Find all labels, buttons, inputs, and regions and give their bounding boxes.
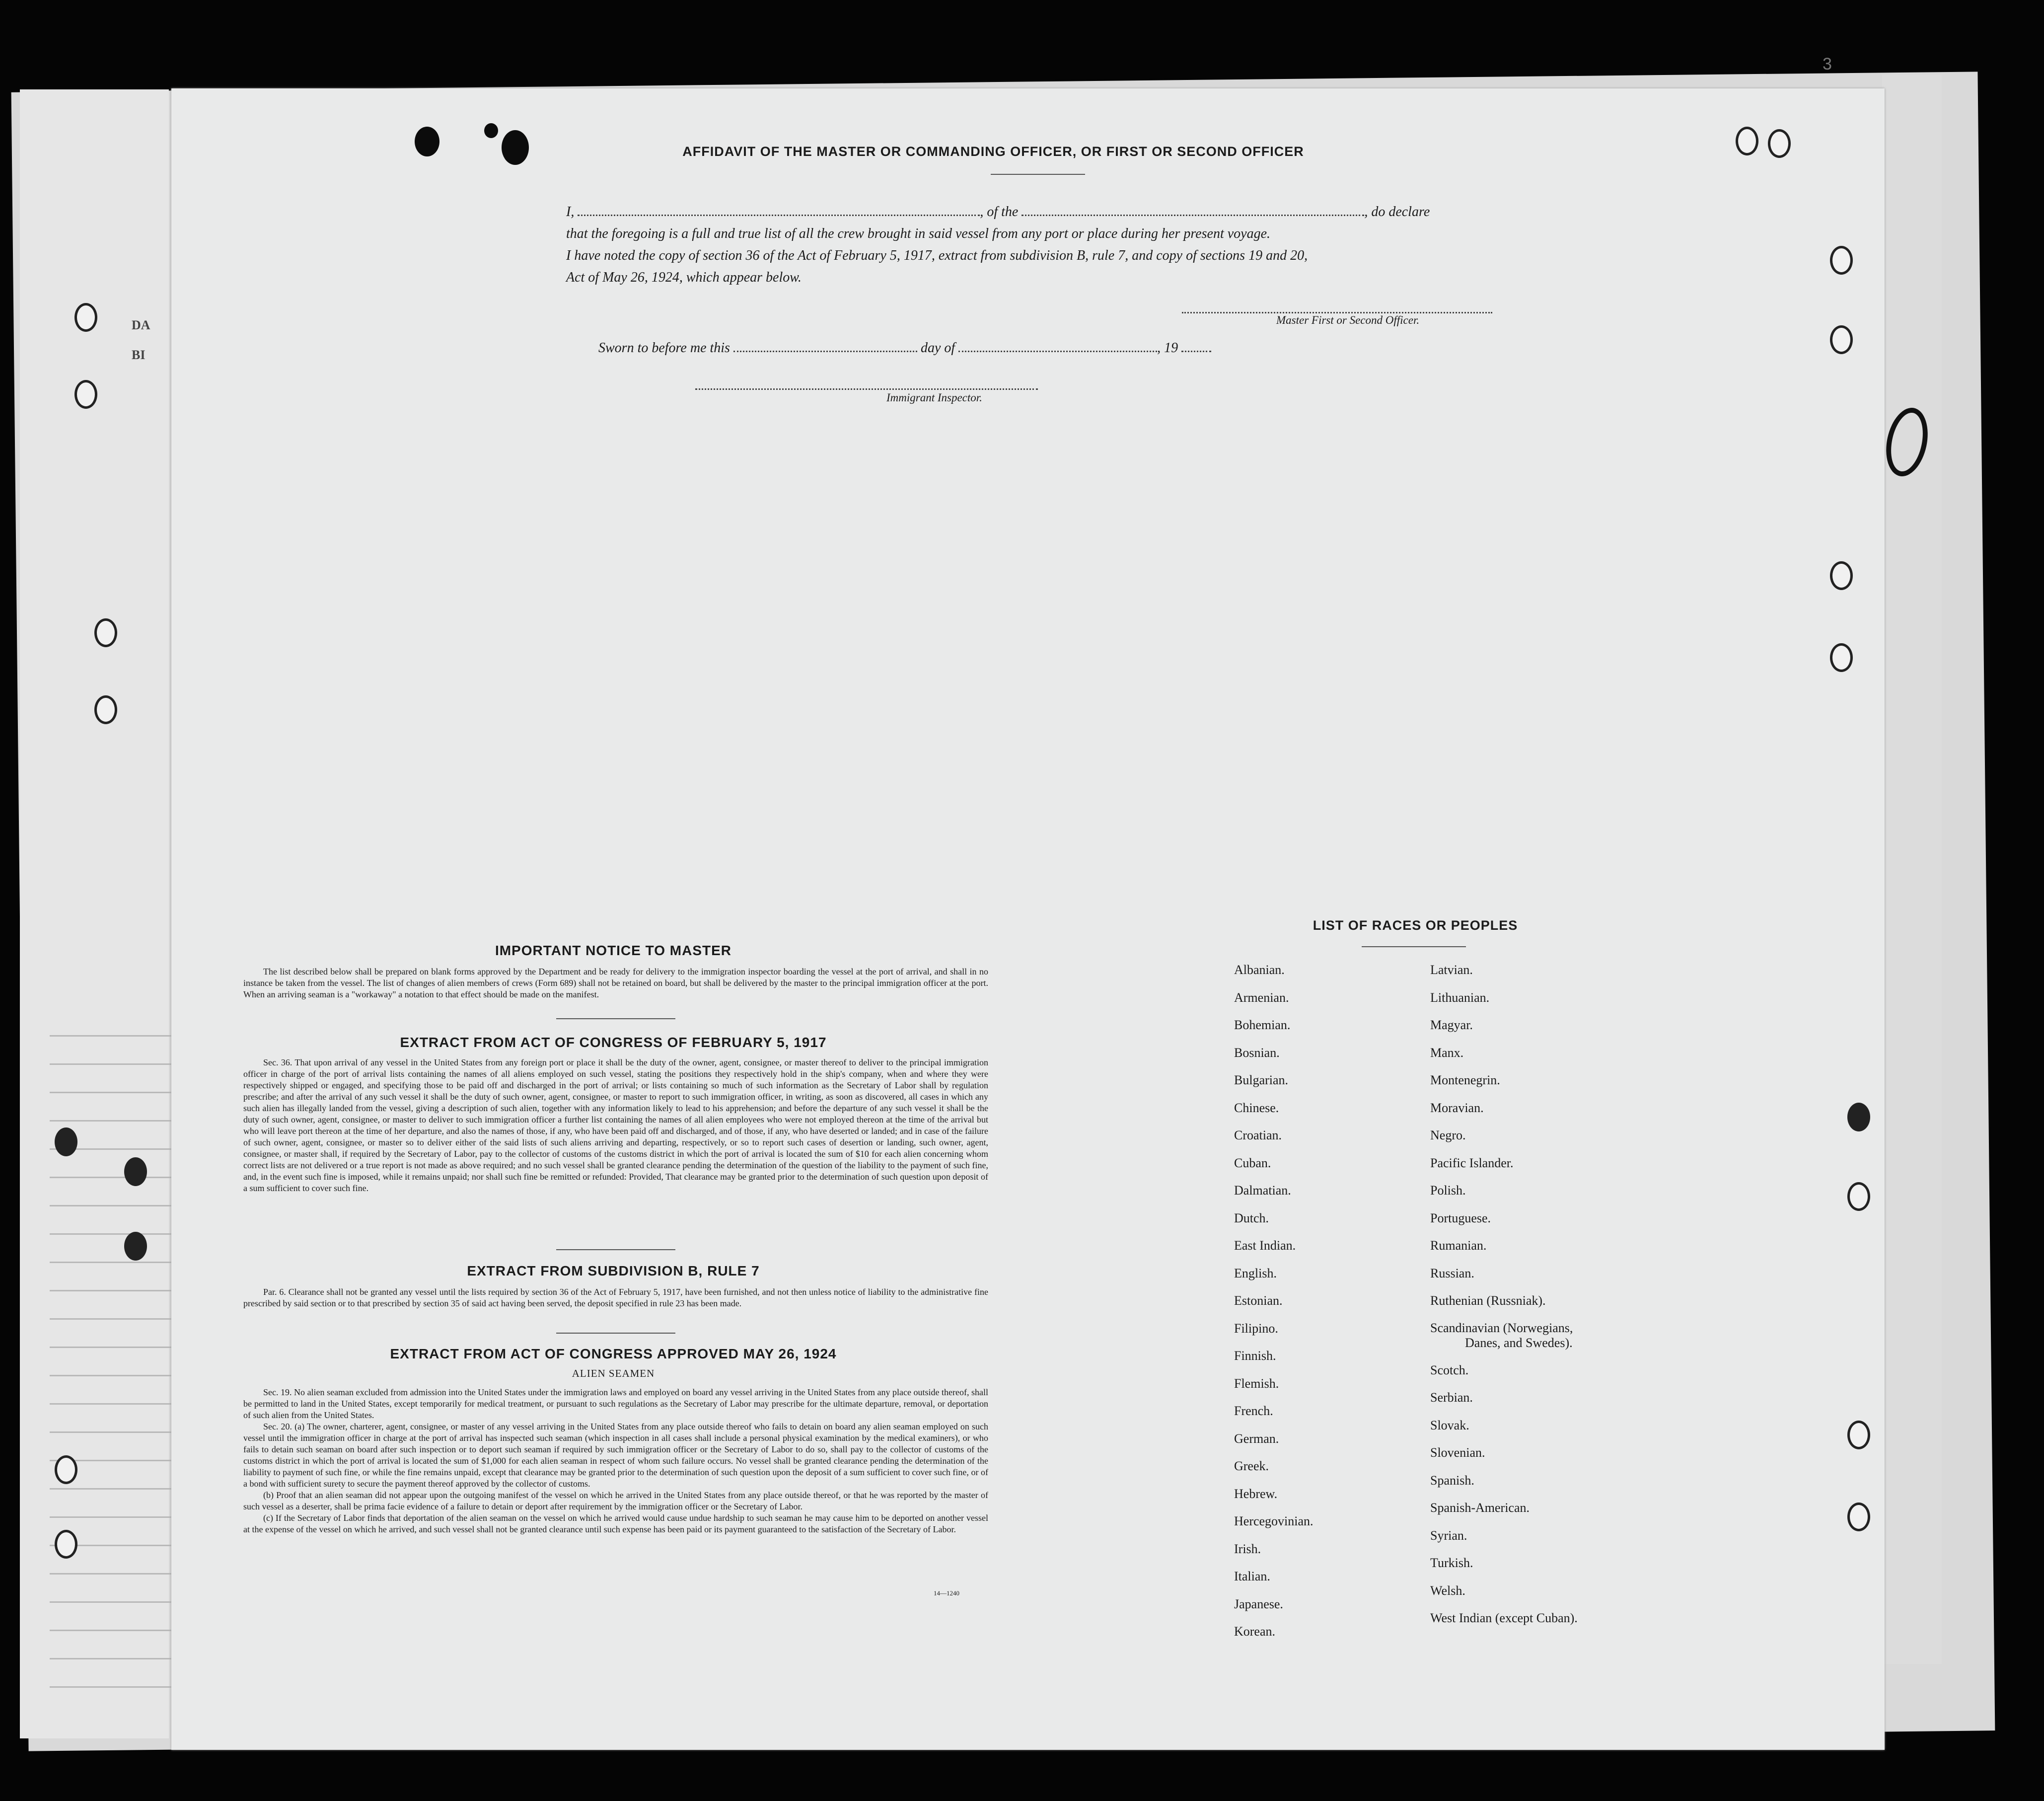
- signature-label: Master First or Second Officer.: [1276, 314, 1420, 326]
- divider: [556, 1249, 675, 1250]
- race-item: Spanish-American.: [1430, 1501, 1530, 1515]
- affidavit-line-4: Act of May 26, 1924, which appear below.: [566, 270, 802, 285]
- races-column-1: [1234, 956, 1314, 1646]
- race-item: Bosnian.: [1234, 1045, 1280, 1060]
- race-item: Turkish.: [1430, 1556, 1473, 1570]
- sec-20c-text: (c) If the Secretary of Labor finds that deportation of the alien seaman on the vessel on which he arrived would cause undue hardship to such seaman he may cause him to be deported on another vessel at the expense of the vessel on which he arrived, and such vessel shall not be granted clearance until such expense has been paid or its payment guaranteed to the satisfaction of the Secretary of Labor.: [243, 1513, 988, 1534]
- strip-text-2: BI: [132, 348, 146, 362]
- race-item: Serbian.: [1430, 1390, 1473, 1405]
- race-item: Slovenian.: [1430, 1445, 1485, 1460]
- page-number: 3: [1823, 55, 1832, 74]
- extract-rule7-text: Par. 6. Clearance shall not be granted any vessel until the lists required by section 36 of the Act of February 5, 1917, have been furnished, and not then unless notice of liability to the administrative fine prescribed by said section or to that prescribed by section 35 of said act having been served, the deposit specified in rule 23 has been made.: [243, 1287, 988, 1308]
- race-item: Moravian.: [1430, 1100, 1484, 1115]
- notice-text: The list described below shall be prepared on blank forms approved by the Department and be ready for delivery to the immigration inspector boarding the vessel at the port of arrival, and shall in no instance be taken from the vessel. The list of changes of alien members of crews (Form 689) shall not be retained on board, but shall be delivered by the master to the principal immigration officer at the port. When an arriving seaman is a "workaway" a notation to that effect should be made on the manifest.: [243, 967, 988, 999]
- sworn-label: Sworn to before me this: [598, 340, 730, 356]
- race-item: Magyar.: [1430, 1018, 1473, 1032]
- extract-1924-block: [243, 1387, 988, 1535]
- race-item: Manx.: [1430, 1045, 1464, 1060]
- affidavit-title: AFFIDAVIT OF THE MASTER OR COMMANDING OFFICER, OR FIRST OR SECOND OFFICER: [682, 144, 1304, 159]
- punch-hole: [1768, 129, 1791, 158]
- notice-title: IMPORTANT NOTICE TO MASTER: [495, 943, 732, 958]
- affidavit-declare-label: , do declare: [1364, 204, 1430, 220]
- punch-hole: [1830, 561, 1853, 590]
- sec-19-text: Sec. 19. No alien seaman excluded from admission into the United States under the immigration laws and employed on board any vessel arriving in the United States from any place outside thereof, shall be permitted to land in the United States, except temporarily for medical treatment, or pursuant to such regulations as the Secretary of Labor may prescribe for the ultimate departure, removal, or deportation of such alien from the United States.: [243, 1387, 988, 1420]
- strip-ruled-lines: [50, 1008, 179, 1704]
- punch-hole: [74, 303, 97, 332]
- race-item: Italian.: [1234, 1569, 1270, 1583]
- extract-1924-title: EXTRACT FROM ACT OF CONGRESS APPROVED MAY 26, 1924: [390, 1346, 837, 1361]
- race-item: Ruthenian (Russniak).: [1430, 1293, 1546, 1308]
- sworn-year-blank[interactable]: [1181, 345, 1211, 352]
- sworn-month-blank[interactable]: [958, 345, 1157, 352]
- divider: [1362, 946, 1466, 947]
- race-item: Lithuanian.: [1430, 990, 1490, 1005]
- race-item: Portuguese.: [1430, 1210, 1491, 1225]
- punch-hole: [55, 1530, 77, 1559]
- race-item: Irish.: [1234, 1541, 1261, 1556]
- race-item: Dalmatian.: [1234, 1183, 1291, 1198]
- divider: [991, 174, 1085, 175]
- race-item: Bulgarian.: [1234, 1073, 1289, 1087]
- strip-text-1: DA: [132, 318, 150, 332]
- ink-blot: [502, 130, 529, 165]
- extract-rule7-title: EXTRACT FROM SUBDIVISION B, RULE 7: [467, 1263, 760, 1278]
- divider: [556, 1018, 675, 1019]
- affidavit-line-2: that the foregoing is a full and true list of all the crew brought in said vessel from any port or place during her present voyage.: [566, 226, 1271, 241]
- day-of-label: day of: [920, 340, 955, 356]
- punch-hole: [1847, 1421, 1870, 1449]
- sworn-day-blank[interactable]: [733, 345, 917, 352]
- affidavit-i-label: I,: [566, 204, 575, 220]
- sec-20a-text: Sec. 20. (a) The owner, charterer, agent, consignee, or master of any vessel arriving in the United States from any place outside thereof who fails to detain on board any alien seaman employed on such vessel until the immigration officer in charge at the port of arrival has inspected such seaman (which inspection in all cases shall include a personal physical examination by the medical examiners), or who fails to detain such seaman on board after such inspection or to deport such seaman if required by such immigration officer or the Secretary of Labor to do so, shall pay to the collector of customs of the customs district in which the port of arrival is located the sum of $1,000 for each alien seaman in respect of whom such failure occurs. No vessel shall be granted clearance pending the determination of the liability to payment of such fine, or while the fine remains unpaid, except that clearance may be granted prior to the determination of such question upon the deposit of a sum sufficient to cover such fine, or of a bond with sufficient surety to secure the payment thereof approved by the collector of customs.: [243, 1422, 988, 1489]
- vessel-blank[interactable]: [1022, 209, 1364, 216]
- extract-1917-title: EXTRACT FROM ACT OF CONGRESS OF FEBRUARY 5, 1917: [400, 1035, 827, 1050]
- punch-hole: [94, 618, 117, 647]
- affidavit-of-the-label: , of the: [980, 204, 1019, 220]
- race-item: Flemish.: [1234, 1376, 1279, 1391]
- race-item: Estonian.: [1234, 1293, 1283, 1308]
- race-item: Bohemian.: [1234, 1018, 1291, 1032]
- races-title: LIST OF RACES OR PEOPLES: [1313, 918, 1518, 933]
- race-item: Japanese.: [1234, 1596, 1283, 1611]
- race-item: Slovak.: [1430, 1418, 1469, 1432]
- race-item: Armenian.: [1234, 990, 1289, 1005]
- punch-hole: [1830, 643, 1853, 672]
- race-item: Negro.: [1430, 1128, 1466, 1142]
- year-label: , 19: [1157, 340, 1178, 356]
- race-item: Albanian.: [1234, 963, 1285, 977]
- sworn-line: [598, 340, 1211, 356]
- race-item: Hercegovinian.: [1234, 1514, 1314, 1528]
- inspector-label: Immigrant Inspector.: [886, 391, 982, 404]
- right-page-edge: [1882, 75, 1942, 1664]
- form-number: 14—1240: [934, 1589, 959, 1597]
- race-item: Finnish.: [1234, 1349, 1276, 1363]
- ink-blot: [415, 127, 439, 156]
- extract-1924-subtitle: ALIEN SEAMEN: [572, 1367, 655, 1379]
- punch-hole: [1736, 127, 1758, 155]
- race-item: Russian.: [1430, 1266, 1474, 1280]
- race-item: Cuban.: [1234, 1155, 1271, 1170]
- race-item: Hebrew.: [1234, 1486, 1278, 1501]
- left-binding-strip: [20, 89, 169, 1738]
- inspector-signature-line[interactable]: [695, 388, 1038, 390]
- punch-hole: [1830, 246, 1853, 275]
- race-item: Dutch.: [1234, 1210, 1269, 1225]
- affidavit-body: [566, 201, 1510, 289]
- race-item: Spanish.: [1430, 1473, 1474, 1488]
- affidavit-line-3: I have noted the copy of section 36 of the Act of February 5, 1917, extract from subdivision B, rule 7, and copy of sections 19 and 20,: [566, 248, 1308, 263]
- punch-hole: [94, 695, 117, 724]
- race-item: Scotch.: [1430, 1362, 1469, 1377]
- punch-hole: [1847, 1502, 1870, 1531]
- extract-1917-text: Sec. 36. That upon arrival of any vessel in the United States from any foreign port or place it shall be the duty of the owner, agent, consignee, or master thereof to deliver to the principal immigration officer in charge of the port of arrival lists containing the names of all aliens employed on such vessel, stating the positions they respectively hold in the ship's company, when and where they were respectively shipped or engaged, and specifying those to be paid off and discharged in the port of arrival; or lists containing so much of such information as the Secretary of Labor shall by regulation prescribe; and after the arrival of any such vessel it shall be the duty of such owner, agent, consignee, or master to report to such immigration officer, in writing, as soon as discovered, all cases in which any such alien has illegally landed from the vessel, giving a description of such alien, together with any information likely to lead to his apprehension; and before the departure of any such vessel it shall be the duty of such owner, agent, consignee, or master to deliver to such immigration officer a further list containing the names of all alien employees who were not employed thereon at the time of the arrival but who will leave port thereon at the time of her departure, and also the names of those, if any, who have been paid off and discharged, and of those, if any, who have deserted or landed; and in case of the failure of such owner, agent, consignee, or master so to deliver either of the said lists of such aliens arriving and departing, respectively, or so to report such cases of desertion or landing, such owner, agent, consignee, or master shall, if required by the Secretary of Labor, pay to the collector of customs of the customs district in which the port of arrival is located the sum of $10 for each alien concerning whom correct lists are not delivered or a true report is not made as above required; and no such vessel shall be granted clearance pending the determination of the question of the liability to the payment of such fine, and, in the event such fine is imposed, while it remains unpaid; nor shall such fine be remitted or refunded: Provided, That clearance may be granted prior to the determination of such question upon deposit of a sum sufficient to cover such fine.: [243, 1057, 988, 1193]
- race-item: Korean.: [1234, 1624, 1276, 1639]
- name-blank[interactable]: [578, 209, 980, 216]
- race-item: Montenegrin.: [1430, 1073, 1500, 1087]
- sec-20b-text: (b) Proof that an alien seaman did not appear upon the outgoing manifest of the vessel on which he arrived in the United States from any place outside thereof, or that he was reported by the master of such vessel as a deserter, shall be prima facie evidence of a failure to detain or deport after requirement by the immigration officer or the Secretary of Labor.: [243, 1490, 988, 1511]
- race-item: Greek.: [1234, 1459, 1269, 1473]
- race-item: Danes, and Swedes).: [1465, 1335, 1573, 1350]
- race-item: Syrian.: [1430, 1528, 1467, 1543]
- divider: [556, 1333, 675, 1334]
- race-item: German.: [1234, 1431, 1279, 1446]
- race-item: Croatian.: [1234, 1128, 1282, 1142]
- punch-hole: [124, 1157, 147, 1186]
- signature-line[interactable]: [1182, 312, 1492, 313]
- race-item: Scandinavian (Norwegians,: [1430, 1320, 1573, 1335]
- race-item: Filipino.: [1234, 1321, 1278, 1336]
- notice-text-block: [243, 966, 988, 1000]
- race-item: Welsh.: [1430, 1583, 1465, 1598]
- race-item: Polish.: [1430, 1183, 1466, 1198]
- race-item: Latvian.: [1430, 963, 1473, 977]
- race-item: East Indian.: [1234, 1238, 1296, 1253]
- race-item: French.: [1234, 1404, 1273, 1418]
- ink-blot: [484, 123, 498, 138]
- punch-hole: [1847, 1103, 1870, 1131]
- race-item: English.: [1234, 1266, 1277, 1280]
- punch-hole: [55, 1127, 77, 1156]
- punch-hole: [124, 1232, 147, 1261]
- races-column-2: [1430, 956, 1578, 1632]
- extract-rule7-block: [243, 1286, 988, 1309]
- race-item: Rumanian.: [1430, 1238, 1487, 1253]
- punch-hole: [1830, 325, 1853, 354]
- race-item: Pacific Islander.: [1430, 1155, 1514, 1170]
- punch-hole: [1847, 1182, 1870, 1211]
- race-item: Chinese.: [1234, 1100, 1279, 1115]
- race-item: West Indian (except Cuban).: [1430, 1611, 1578, 1625]
- extract-1917-block: [243, 1057, 988, 1194]
- punch-hole: [55, 1455, 77, 1484]
- punch-hole: [74, 380, 97, 409]
